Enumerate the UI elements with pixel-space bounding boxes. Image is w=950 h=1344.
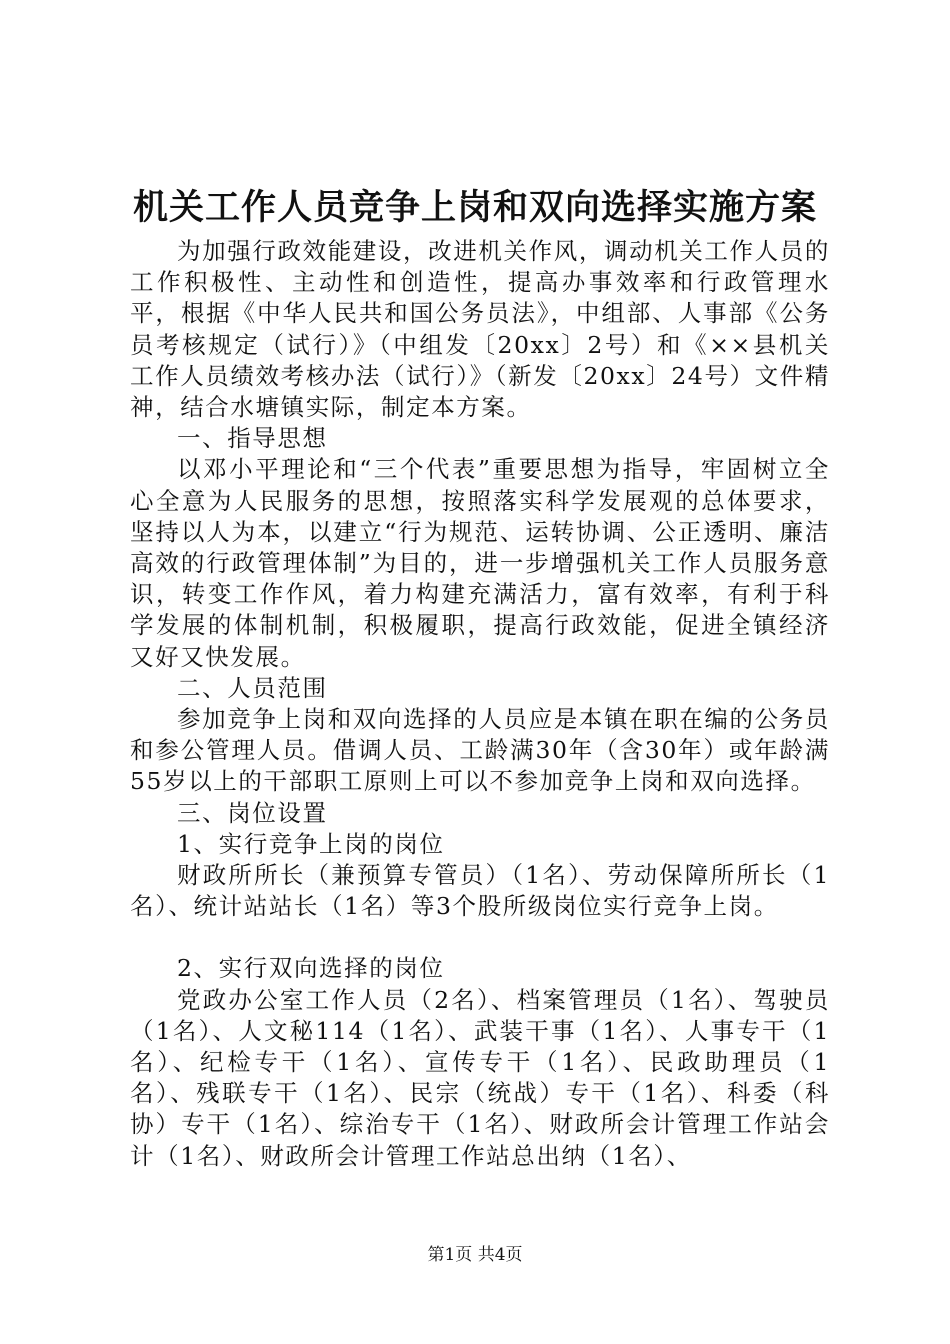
document-title: 机关工作人员竞争上岗和双向选择实施方案: [132, 187, 817, 228]
personnel-scope-paragraph: 参加竞争上岗和双向选择的人员应是本镇在职在编的公务员和参公管理人员。借调人员、工龄满30年（含30年）或年龄满55岁以上的干部职工原则上可以不参加竞争上岗和双向选择。: [130, 705, 830, 796]
page-footer: 第1页 共4页: [427, 1245, 523, 1265]
subsection-heading-two-way-selection-posts: 2、实行双向选择的岗位: [177, 954, 445, 983]
guiding-ideology-paragraph: 以邓小平理论和“三个代表”重要思想为指导，牢固树立全心全意为人民服务的思想，按照落实科学发展观的总体要求，坚持以人为本，以建立“行为规范、运转协调、公正透明、廉洁高效的行政管理体制”为目的，进一步增强机关工作人员服务意识，转变工作作风，着力构建充满活力，富有效率，有利于科学发展的体制机制，积极履职，提高行政效能，促进全镇经济又好又快发展。: [130, 455, 830, 671]
competitive-posts-paragraph: 财政所所长（兼预算专管员）（1名）、劳动保障所所长（1名）、统计站站长（1名）等3个股所级岗位实行竞争上岗。: [130, 861, 830, 921]
section-heading-guiding-ideology: 一、指导思想: [177, 424, 328, 453]
section-heading-personnel-scope: 二、人员范围: [177, 673, 328, 702]
subsection-heading-competitive-posts: 1、实行竞争上岗的岗位: [177, 829, 445, 858]
document-body: [130, 236, 830, 1172]
intro-paragraph: 为加强行政效能建设，改进机关作风，调动机关工作人员的工作积极性、主动性和创造性，提高办事效率和行政管理水平，根据《中华人民共和国公务员法》，中组部、人事部《公务员考核规定（试行）》（中组发〔20xx〕2号）和《××县机关工作人员绩效考核办法（试行）》（新发〔20xx〕24号）文件精神，结合水塘镇实际，制定本方案。: [130, 237, 830, 422]
section-heading-post-setup: 三、岗位设置: [177, 798, 328, 827]
two-way-selection-posts-paragraph: 党政办公室工作人员（2名）、档案管理员（1名）、驾驶员（1名）、人文秘114（1名）、武装干事（1名）、人事专干（1名）、纪检专干（1名）、宣传专干（1名）、民政助理员（1名）、残联专干（1名）、民宗（统战）专干（1名）、科委（科协）专干（1名）、综治专干（1名）、财政所会计管理工作站会计（1名）、财政所会计管理工作站总出纳（1名）、: [130, 985, 830, 1170]
